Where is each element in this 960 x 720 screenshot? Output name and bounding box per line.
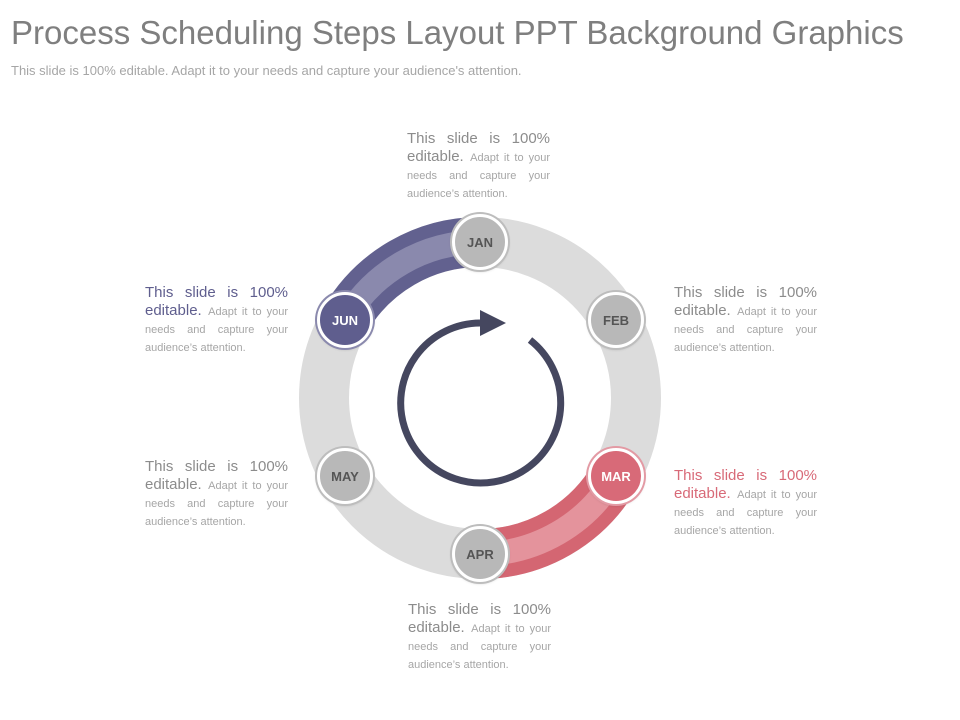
step-node-jan: JAN: [452, 214, 508, 270]
step-node-apr: APR: [452, 526, 508, 582]
text-block-heading: This slide is 100% editable.: [674, 467, 817, 502]
text-block-jan: [407, 130, 550, 202]
text-block-mar: [674, 467, 817, 539]
text-block-body: Adapt it to your needs and capture your audience’s attention.: [674, 305, 817, 354]
text-block-feb: [674, 284, 817, 356]
slide-title: Process Scheduling Steps Layout PPT Background Graphics: [11, 14, 904, 51]
step-node-mar: MAR: [588, 448, 644, 504]
text-block-body: Adapt it to your needs and capture your audience’s attention.: [408, 622, 551, 671]
text-block-heading: This slide is 100% editable.: [145, 284, 288, 319]
text-block-apr: [408, 601, 551, 673]
text-block-heading: This slide is 100% editable.: [145, 458, 288, 493]
step-node-may: MAY: [317, 448, 373, 504]
text-block-body: Adapt it to your needs and capture your audience’s attention.: [407, 151, 550, 200]
step-node-feb: FEB: [588, 292, 644, 348]
text-block-may: [145, 458, 288, 530]
step-node-jun: JUN: [317, 292, 373, 348]
slide-subtitle: This slide is 100% editable. Adapt it to your needs and capture your audience's attention.: [11, 63, 522, 78]
text-block-jun: [145, 284, 288, 356]
text-block-heading: This slide is 100% editable.: [408, 601, 551, 636]
text-block-body: Adapt it to your needs and capture your audience’s attention.: [145, 305, 288, 354]
text-block-heading: This slide is 100% editable.: [407, 130, 550, 165]
circular-arrow-icon: [401, 310, 561, 483]
text-block-body: Adapt it to your needs and capture your audience’s attention.: [145, 479, 288, 528]
text-block-heading: This slide is 100% editable.: [674, 284, 817, 319]
text-block-body: Adapt it to your needs and capture your audience’s attention.: [674, 488, 817, 537]
